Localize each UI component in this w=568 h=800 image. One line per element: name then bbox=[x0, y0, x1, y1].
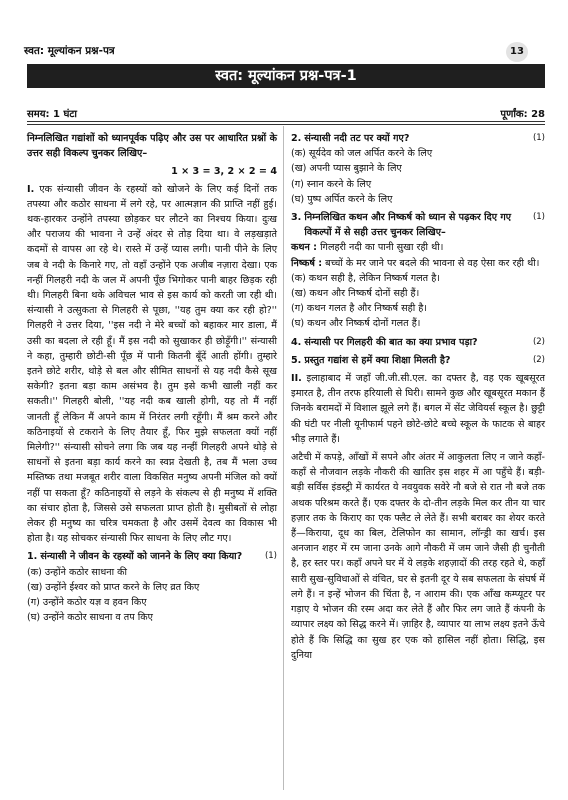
question-1 bbox=[27, 549, 277, 564]
instruction: निम्नलिखित गद्यांशों को ध्यानपूर्वक पढ़िए और उस पर आधारित प्रश्नों के उत्तर सही विकल्प चुनकर लिखिए– bbox=[27, 133, 277, 160]
question-1-marks: (1) bbox=[264, 551, 277, 562]
left-column bbox=[27, 131, 277, 626]
conclusion-text: बच्चों के मर जाने पर बदले की भावना से वह ऐसा कर रही थी। bbox=[325, 257, 540, 269]
question-2-option-c: (ग) स्नान करने के लिए bbox=[291, 178, 372, 190]
passage-2-paragraph-1 bbox=[291, 371, 545, 447]
question-2-marks: (1) bbox=[532, 133, 545, 143]
question-5-text: प्रस्तुत गद्यांश से हमें क्या शिक्षा मिलती है? bbox=[304, 354, 451, 366]
question-1-number: 1. bbox=[27, 551, 38, 563]
passage-2-text-1: इलाहाबाद में जहाँ जी.जी.सी.एल. का दफ्तर है, वह एक खूबसूरत इमारत है, तीन तरफ हरियाली से घिरी। सामने कुछ और खूबसूरत मकान हैं जिनके बरामदों में विशाल झूले लगे हैं। बगल में सेंट जेवियर्स स्कूल है। छुट्टी की घंटी पर नीली यूनीफार्म पहने छोटे-छोटे बच्चे स्कूल के फाटक से बाहर भीड़ लगाते हैं। bbox=[291, 373, 545, 445]
question-5-number: 5. bbox=[291, 354, 302, 366]
header-rule-top bbox=[27, 121, 545, 122]
passage-1-text: एक संन्यासी जीवन के रहस्यों को खोजने के लिए कई दिनों तक तपस्या और कठोर साधना में लगे रहे, पर आत्मज्ञान की प्राप्ति नहीं हुई। थक-हारकर उन्होंने तपस्या छोड़कर घर लौटने का निश्चय किया। दुःख और पराजय की भावना ने उन्हें अंदर से तोड़ दिया था। वे लड़खड़ाते कदमों से वापस आ रहे थे। रास्ते में उन्हें प्यास लगी। पानी पीने के लिए जब वे नदी के किनारे गए, तो वहाँ उन्होंने एक अजीब नज़ारा देखा। एक नन्हीं गिलहरी नदी के जल में अपनी पूँछ भिगोकर पानी बाहर छिड़क रही थी। गिलहरी बिना थके अविचल भाव से इस कार्य को करती जा रही थी। संन्यासी ने उत्सुकता से गिलहरी से पूछा, ''यह तुम क्या कर रही हो?'' गिलहरी ने उत्तर दिया, ''इस नदी ने मेरे बच्चों को बहाकर मार डाला, मैं उसी का बदला ले रही हूँ। मैं इस नदी को सुखाकर ही छोड़ूँगी।'' संन्यासी ने कहा, तुम्हारी छोटी-सी पूँछ में पानी कितनी बूँदें आती होंगी। तुम्हारे इतने छोटे शरीर, थोड़े से बल और सीमित साधनों से यह नदी कैसे सूख सकेगी? इतना बड़ा काम असंभव है। तुम इसे कभी खाली नहीं कर सकती।'' गिलहरी बोली, ''यह नदी कब खाली होगी, यह तो मैं नहीं जानती हूँ लेकिन मैं अपने काम में निरंतर लगी रहूँगी। मैं श्रम करने और कठिनाइयों से टकराने के लिए तैयार हूँ, फिर मुझे सफलता क्यों नहीं मिलेगी?'' संन्यासी सोचने लगा कि जब यह नन्हीं गिलहरी अपने थोड़े से साधनों से इतना बड़ा कार्य करने का स्वप्न देखती है, तब मैं भला उच्च मस्तिष्क तथा मजबूत शरीर वाला विकसित मनुष्य अपनी मंजिल को क्यों नहीं पा सकता हूँ? कठिनाइयों से लड़ने के संकल्प से ही मनुष्य में शक्ति का संचार होता है, जिससे उसे सफलता प्राप्त होती है। मुसीबतों से लोहा लेकर ही मनुष्य का चरित्र चमकता है और उसमें देवत्व का विकास भी होता है। यह सोचकर संन्यासी फिर साधना के लिए लौट गए। bbox=[27, 183, 277, 545]
right-column bbox=[291, 131, 545, 663]
question-5 bbox=[291, 353, 545, 368]
marks-formula: 1 × 3 = 3, 2 × 2 = 4 bbox=[171, 166, 277, 178]
question-3-option-a: (क) कथन सही है, लेकिन निष्कर्ष गलत है। bbox=[291, 272, 440, 284]
max-marks-label: पूर्णांक: 28 bbox=[500, 109, 545, 120]
passage-1 bbox=[27, 182, 277, 547]
question-3-text: निम्नलिखित कथन और निष्कर्ष को ध्यान से पढ़कर दिए गए विकल्पों में से सही उत्तर चुनकर लिखिए– bbox=[304, 212, 512, 239]
question-1-option-b: (ख) उन्होंने ईश्वर को प्राप्त करने के लिए व्रत किए bbox=[27, 581, 200, 593]
question-2-text: संन्यासी नदी तट पर क्यों गए? bbox=[304, 133, 410, 144]
question-3-statement bbox=[291, 240, 545, 255]
passage-2-marker: II. bbox=[291, 373, 302, 385]
question-2-number: 2. bbox=[291, 133, 302, 144]
question-5-marks: (2) bbox=[532, 354, 545, 365]
question-4 bbox=[291, 335, 545, 350]
question-3-option-c: (ग) कथन गलत है और निष्कर्ष सही है। bbox=[291, 303, 427, 315]
time-label: समय: 1 घंटा bbox=[27, 109, 77, 120]
question-1-option-d: (घ) उन्होंने कठोर साधना व तप किए bbox=[27, 612, 153, 624]
question-4-number: 4. bbox=[291, 336, 302, 348]
question-3 bbox=[291, 210, 545, 240]
page-number: 13 bbox=[506, 42, 528, 62]
conclusion-label: निष्कर्ष : bbox=[291, 257, 323, 269]
question-2-option-a: (क) सूर्यदेव को जल अर्पित करने के लिए bbox=[291, 148, 433, 160]
header-rule-bottom bbox=[27, 124, 545, 125]
question-3-conclusion bbox=[291, 256, 545, 271]
statement-text: गिलहरी नदी का पानी सुखा रही थी। bbox=[320, 242, 444, 254]
question-4-marks: (2) bbox=[532, 336, 545, 347]
question-3-marks: (1) bbox=[532, 212, 545, 223]
question-3-option-b: (ख) कथन और निष्कर्ष दोनों सही हैं। bbox=[291, 288, 420, 300]
column-divider bbox=[283, 126, 284, 790]
question-2-option-d: (घ) पुष्प अर्पित करने के लिए bbox=[291, 193, 393, 205]
question-3-option-d: (घ) कथन और निष्कर्ष दोनों गलत हैं। bbox=[291, 318, 421, 330]
question-2-option-b: (ख) अपनी प्यास बुझाने के लिए bbox=[291, 163, 402, 175]
question-1-option-a: (क) उन्होंने कठोर साधना की bbox=[27, 566, 127, 578]
question-2 bbox=[291, 131, 545, 146]
question-1-text: संन्यासी ने जीवन के रहस्यों को जानने के लिए क्या किया? bbox=[40, 551, 243, 563]
passage-2-paragraph-2: अटैची में कपड़े, आँखों में सपने और अंतर में आकुलता लिए न जाने कहाँ-कहाँ से नौजवान लड़के नौकरी की खातिर इस शहर में आ पहुँचे हैं। बड़ी-बड़ी सर्विस इंडस्ट्री में कार्यरत ये नवयुवक सवेरे नौ बजे से रात नौ बजे तक अथक परिश्रम करते हैं। एक दफ्तर के दो-तीन लड़के मिल कर तीन या चार हज़ार तक के किराए का एक फ्लैट ले लेते हैं। सभी बराबर का शेयर करते हैं—किराया, दूध का बिल, टेलिफोन का सामान, लॉन्ड्री का खर्च। इस अनजान शहर में रम जाना उनके आगे नौकरी में जम जाने जैसी ही चुनौती है, हर स्तर पर। कहाँ अपने घर में ये लड़के शहज़ादों की तरह रहते थे, कहाँ सारी सुख-सुविधाओं से वंचित, घर से इतनी दूर ये सब सफलता के संघर्ष में लगे हैं। न इन्हें भोजन की चिंता है, न आराम की। एक आँख कम्प्यूटर पर गड़ाए ये भोजन की रस्म अदा कर लेते हैं और फिर लग जाते हैं कंपनी के व्यापार लक्ष्य को सिद्ध करने में। ज़ाहिर है, व्यापार या लाभ लक्ष्य इतने ऊँचे होते हैं कि सिद्धि का सुख हर एक को हासिल नहीं होता। सिद्धि, इस दुनिया bbox=[291, 452, 545, 661]
statement-label: कथन : bbox=[291, 242, 317, 254]
question-3-number: 3. bbox=[291, 212, 302, 224]
paper-title: स्वत: मूल्यांकन प्रश्न-पत्र-1 bbox=[27, 64, 545, 88]
question-4-text: संन्यासी पर गिलहरी की बात का क्या प्रभाव पड़ा? bbox=[304, 336, 478, 348]
passage-1-marker: I. bbox=[27, 183, 35, 195]
question-1-option-c: (ग) उन्होंने कठोर यज्ञ व हवन किए bbox=[27, 597, 147, 609]
running-head: स्वत: मूल्यांकन प्रश्न-पत्र bbox=[24, 45, 115, 57]
